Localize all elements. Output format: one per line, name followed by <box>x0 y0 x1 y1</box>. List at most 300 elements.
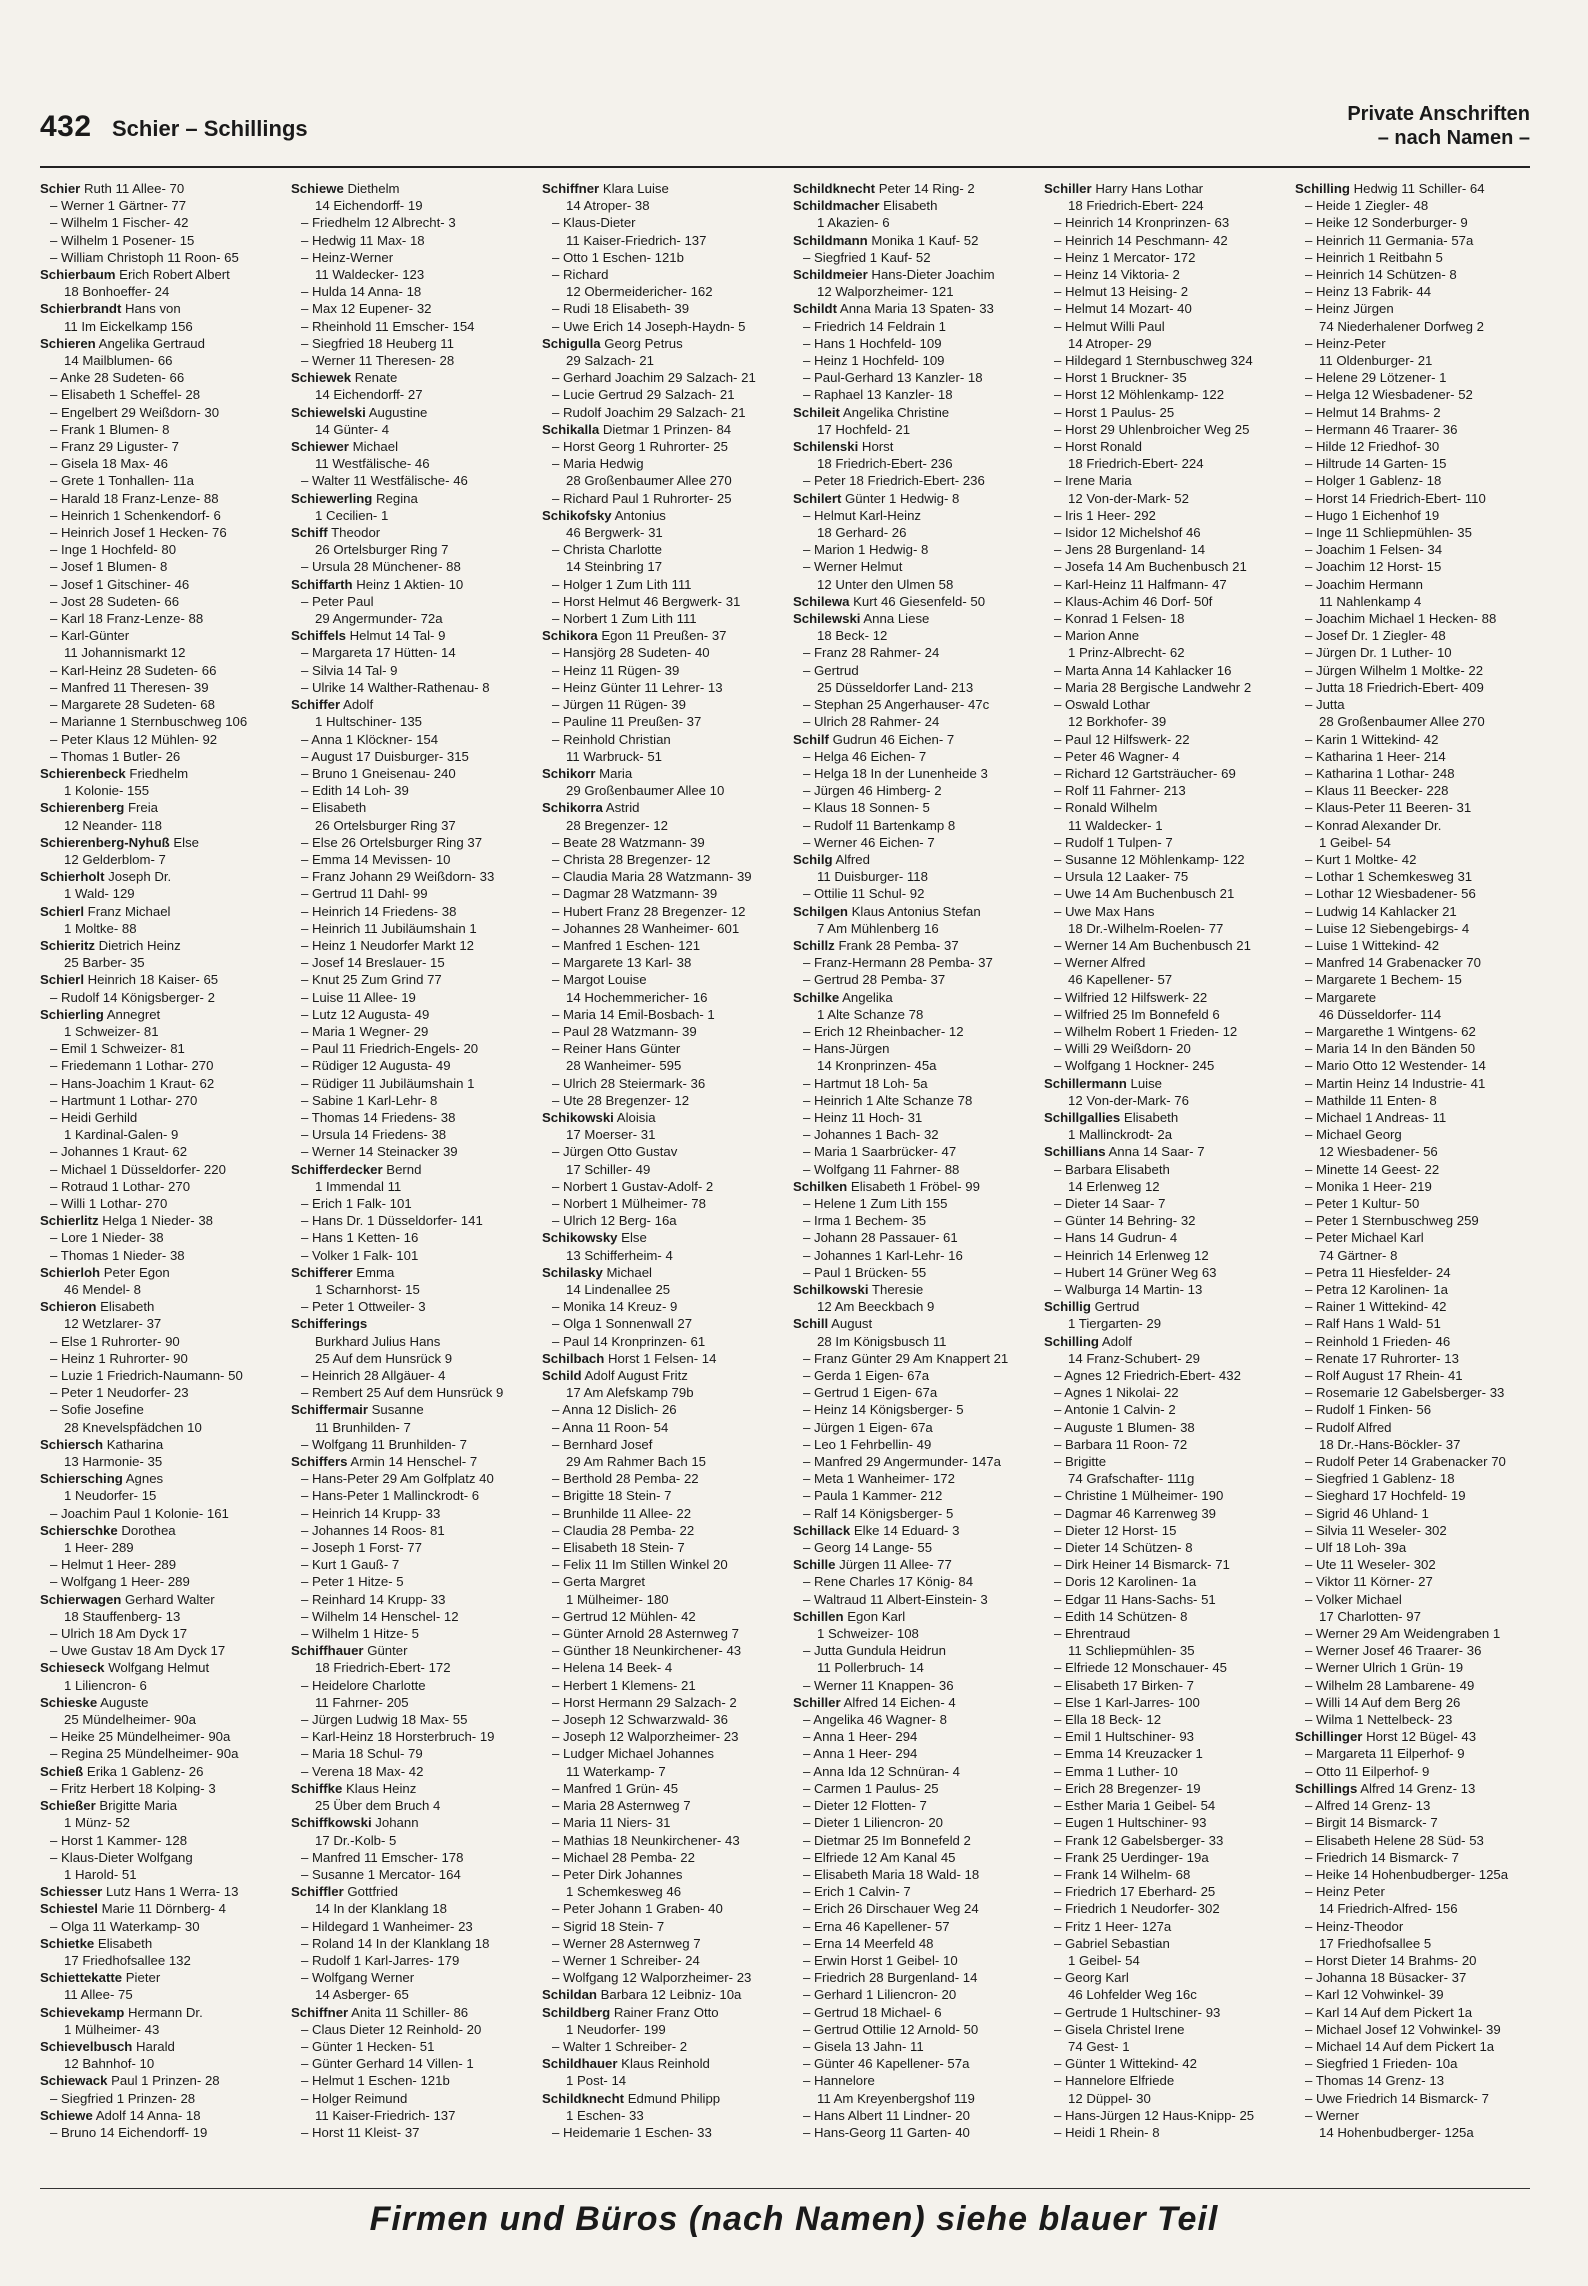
directory-entry <box>793 593 1028 610</box>
entry-surname: Schiffkowski <box>291 1815 372 1831</box>
entry-subentry: – Siegfried 1 Frieden- 10a <box>1305 2056 1458 2072</box>
entry-subentry: – Johannes 1 Bach- 32 <box>803 1127 939 1143</box>
section-title <box>1347 102 1530 150</box>
entry-subentry: – Joachim 1 Felsen- 34 <box>1305 542 1443 558</box>
entry-surname: Schiewek <box>291 370 352 386</box>
entry-subentry: – Hans-Peter 1 Mallinckrodt- 6 <box>301 1488 480 1504</box>
entry-subentry: – Michael 1 Düsseldorfer- 220 <box>50 1161 226 1177</box>
entry-subentry: – Siegfried 1 Prinzen- 28 <box>50 2090 196 2106</box>
entry-continuation: 14 Asberger- 65 <box>315 1987 409 2003</box>
entry-subentry: – Paula 1 Kammer- 212 <box>803 1488 943 1504</box>
entry-subentry: – Horst Dieter 14 Brahms- 20 <box>1305 1952 1477 1968</box>
entry-continuation: 26 Ortelsburger Ring 37 <box>315 817 456 833</box>
entry-details: Lutz Hans 1 Werra- 13 <box>102 1884 239 1900</box>
directory-entry <box>793 989 1028 1006</box>
directory-entry <box>793 1315 1028 1332</box>
entry-subentry: – Rudolf 14 Königsberger- 2 <box>50 989 215 1005</box>
entry-surname: Schillinger <box>1295 1729 1363 1745</box>
entry-subentry: – Lutz 12 Augusta- 49 <box>301 1006 430 1022</box>
entry-details: Horst 12 Bügel- 43 <box>1362 1729 1477 1745</box>
entry-subentry: – Karl-Heinz 18 Horsterbruch- 19 <box>301 1729 495 1745</box>
entry-subentry: – Elisabeth 17 Birken- 7 <box>1054 1677 1195 1693</box>
entry-subentry: – Karl-Heinz 28 Sudeten- 66 <box>50 662 217 678</box>
entry-continuation: 28 Bregenzer- 12 <box>566 817 668 833</box>
entry-surname: Schillgallies <box>1044 1109 1121 1125</box>
entry-details: Else <box>617 1230 647 1246</box>
entry-subentry: – Claudia 28 Pemba- 22 <box>552 1522 695 1538</box>
entry-subentry: – Inge 11 Schliepmühlen- 35 <box>1305 525 1472 541</box>
entry-details: Helmut 14 Tal- 9 <box>345 628 446 644</box>
entry-subentry: – Lore 1 Nieder- 38 <box>50 1230 164 1246</box>
entry-subentry: – Georg 14 Lange- 55 <box>803 1540 933 1556</box>
entry-surname: Schilkowski <box>793 1282 869 1297</box>
entry-subentry: – Willi 14 Auf dem Berg 26 <box>1305 1694 1461 1710</box>
entry-subentry: – Maria 28 Asternweg 7 <box>552 1798 691 1814</box>
entry-surname: Schiffer <box>291 697 341 713</box>
entry-details: Alfred <box>832 851 870 867</box>
entry-details: Anita 11 Schiller- 86 <box>348 2004 469 2020</box>
directory-entry <box>793 731 1028 748</box>
entry-surname: Schierenberg <box>40 800 125 816</box>
entry-subentry: – Else 26 Ortelsburger Ring 37 <box>301 834 483 850</box>
entry-continuation: 14 Mailblumen- 66 <box>64 353 173 369</box>
directory-entry <box>291 696 526 713</box>
entry-surname: Schikowsky <box>542 1230 618 1246</box>
entry-continuation: 7 Am Mühlenberg 16 <box>817 920 939 936</box>
entry-subentry: – Wilfried 12 Hilfswerk- 22 <box>1054 989 1208 1005</box>
entry-subentry: – Friedrich 14 Bismarck- 7 <box>1305 1849 1459 1865</box>
entry-details: Maria <box>595 765 633 781</box>
entry-subentry: – Horst 14 Friedrich-Ebert- 110 <box>1305 490 1486 506</box>
entry-subentry: – Rene Charles 17 König- 84 <box>803 1574 974 1590</box>
entry-continuation: 25 Mündelheimer- 90a <box>64 1712 196 1728</box>
entry-subentry: – Rudolf Peter 14 Grabenacker 70 <box>1305 1454 1506 1470</box>
entry-subentry: – Wolfgang Werner <box>301 1970 415 1986</box>
directory-entry <box>793 851 1028 868</box>
entry-subentry: – Kurt 1 Gauß- 7 <box>301 1557 400 1573</box>
entry-subentry: – Brunhilde 11 Allee- 22 <box>552 1505 692 1521</box>
entry-subentry: – Gertrud 18 Michael- 6 <box>803 2004 942 2020</box>
directory-entry <box>542 1986 777 2003</box>
entry-subentry: – Gertrud 28 Pemba- 37 <box>803 972 946 988</box>
entry-subentry: – Elisabeth <box>301 800 367 816</box>
entry-surname: Schierenberg-Nyhuß <box>40 834 170 850</box>
directory-entry <box>291 438 526 455</box>
footer-rule <box>40 2188 1530 2189</box>
entry-surname: Schierl <box>40 903 84 919</box>
directory-entry <box>291 1780 526 1797</box>
entry-subentry: – Siegfried 1 Kauf- 52 <box>803 249 931 265</box>
entry-subentry: – Gerta Margret <box>552 1574 646 1590</box>
entry-surname: Schier <box>40 181 81 196</box>
entry-subentry: – Werner 1 Gärtner- 77 <box>50 198 187 214</box>
entry-continuation: 46 Kapellener- 57 <box>1068 972 1173 988</box>
entry-subentry: – Rainer 1 Wittekind- 42 <box>1305 1299 1447 1315</box>
directory-column <box>542 180 777 2180</box>
directory-entry <box>291 180 526 197</box>
entry-details: Monika 1 Kauf- 52 <box>867 232 979 248</box>
directory-entry <box>793 438 1028 455</box>
entry-details: Dietrich Heinz <box>94 937 181 953</box>
entry-details: Horst <box>858 439 894 455</box>
entry-surname: Schiesser <box>40 1884 103 1900</box>
entry-continuation: Burkhard Julius Hans <box>315 1333 441 1349</box>
entry-subentry: – Anna 11 Roon- 54 <box>552 1419 669 1435</box>
entry-details: Hermann Dr. <box>124 2004 203 2020</box>
directory-entry <box>40 1264 275 1281</box>
entry-subentry: – Wilhelm 14 Henschel- 12 <box>301 1608 459 1624</box>
entry-subentry: – Hildegard 1 Sternbuschweg 324 <box>1054 353 1253 369</box>
entry-subentry: – Günter Gerhard 14 Villen- 1 <box>301 2056 474 2072</box>
entry-continuation: 46 Düsseldorfer- 114 <box>1319 1006 1442 1022</box>
entry-subentry: – Roland 14 In der Klanklang 18 <box>301 1935 490 1951</box>
entry-continuation: 11 Waldecker- 123 <box>315 267 425 283</box>
directory-entry <box>793 1694 1028 1711</box>
directory-entry <box>793 1556 1028 1573</box>
entry-details: Pieter <box>122 1970 161 1986</box>
entry-subentry: – Friedrich 1 Neudorfer- 302 <box>1054 1901 1220 1917</box>
entry-continuation: 17 Friedhofsallee 132 <box>64 1952 191 1968</box>
entry-subentry: – Isidor 12 Michelshof 46 <box>1054 525 1201 541</box>
entry-subentry: – Monika 1 Heer- 219 <box>1305 1178 1432 1194</box>
directory-column <box>291 180 526 2180</box>
entry-subentry: – Maria 11 Niers- 31 <box>552 1815 671 1831</box>
entry-subentry: – Heinz Jürgen <box>1305 301 1394 317</box>
entry-surname: Schigulla <box>542 335 601 351</box>
entry-subentry: – Heinrich Josef 1 Hecken- 76 <box>50 525 227 541</box>
entry-subentry: – Paul 11 Friedrich-Engels- 20 <box>301 1041 479 1057</box>
entry-details: Michael <box>348 439 399 455</box>
entry-subentry: – Luzie 1 Friedrich-Naumann- 50 <box>50 1368 243 1384</box>
entry-subentry: – Peter 1 Hitze- 5 <box>301 1574 404 1590</box>
entry-subentry: – Sigrid 46 Uhland- 1 <box>1305 1505 1429 1521</box>
entry-surname: Schikalla <box>542 421 600 437</box>
entry-details: Dorothea <box>117 1522 176 1538</box>
directory-entry <box>40 1797 275 1814</box>
entry-details: Anna Maria 13 Spaten- 33 <box>836 301 994 317</box>
entry-continuation: 1 Schweizer- 108 <box>817 1626 919 1642</box>
entry-continuation: 1 Post- 14 <box>566 2073 627 2089</box>
entry-surname: Schildan <box>542 1987 597 2003</box>
entry-surname: Schierwagen <box>40 1591 122 1607</box>
entry-subentry: – Helene 1 Zum Lith 155 <box>803 1195 948 1211</box>
entry-subentry: – Ulrich 18 Am Dyck 17 <box>50 1626 188 1642</box>
entry-continuation: 11 Brunhilden- 7 <box>315 1419 411 1435</box>
entry-details: Elisabeth 1 Fröbel- 99 <box>847 1178 980 1194</box>
entry-subentry: – Werner 11 Knappen- 36 <box>803 1677 954 1693</box>
entry-subentry: – Heinz 11 Hoch- 31 <box>803 1109 923 1125</box>
entry-subentry: – Manfred 14 Grabenacker 70 <box>1305 955 1481 971</box>
entry-details: Hans von <box>121 301 181 317</box>
entry-subentry: – Karl 12 Vohwinkel- 39 <box>1305 1987 1444 2003</box>
entry-subentry: – Otto 11 Eilperhof- 9 <box>1305 1763 1430 1779</box>
entry-subentry: – Manfred 1 Eschen- 121 <box>552 937 701 953</box>
entry-details: Aloisia <box>613 1109 656 1125</box>
entry-subentry: – Marion 1 Hedwig- 8 <box>803 542 929 558</box>
entry-continuation: 1 Immendal 11 <box>315 1178 402 1194</box>
directory-entry <box>542 180 777 197</box>
entry-subentry: – Gertrud <box>803 662 859 678</box>
entry-subentry: – Ulrich 28 Steiermark- 36 <box>552 1075 706 1091</box>
entry-subentry: – Ehrentraud <box>1054 1626 1131 1642</box>
entry-continuation: 46 Mendel- 8 <box>64 1282 141 1297</box>
entry-continuation: 11 Pollerbruch- 14 <box>817 1660 924 1676</box>
directory-entry <box>1295 1728 1530 1745</box>
entry-subentry: – Johannes 14 Roos- 81 <box>301 1522 445 1538</box>
entry-details: Bernd <box>382 1161 422 1177</box>
directory-entry <box>1044 180 1279 197</box>
entry-details: Auguste <box>97 1694 149 1710</box>
entry-subentry: – Sabine 1 Karl-Lehr- 8 <box>301 1092 438 1108</box>
directory-entry <box>40 971 275 988</box>
directory-entry <box>542 765 777 782</box>
entry-subentry: – Ute 28 Bregenzer- 12 <box>552 1092 690 1108</box>
entry-subentry: – Wolfgang 11 Fahrner- 88 <box>803 1161 960 1177</box>
entry-subentry: – Hans Dr. 1 Düsseldorfer- 141 <box>301 1213 483 1229</box>
entry-subentry: – Anna Ida 12 Schnüran- 4 <box>803 1763 960 1779</box>
entry-subentry: – Alfred 14 Grenz- 13 <box>1305 1798 1431 1814</box>
entry-subentry: – Rudolf 11 Bartenkamp 8 <box>803 817 956 833</box>
entry-subentry: – Gabriel Sebastian <box>1054 1935 1170 1951</box>
entry-subentry: – Erich 26 Dirschauer Weg 24 <box>803 1901 979 1917</box>
entry-subentry: – Marianne 1 Sternbuschweg 106 <box>50 714 248 730</box>
entry-subentry: – Lucie Gertrud 29 Salzach- 21 <box>552 387 735 403</box>
entry-surname: Schiettekatte <box>40 1970 123 1986</box>
entry-subentry: – Christa Charlotte <box>552 542 662 558</box>
entry-surname: Schillig <box>1044 1299 1091 1315</box>
entry-subentry: – Iris 1 Heer- 292 <box>1054 507 1156 523</box>
entry-subentry: – Horst Helmut 46 Bergwerk- 31 <box>552 593 741 609</box>
entry-subentry: – Hansjörg 28 Sudeten- 40 <box>552 645 710 661</box>
entry-subentry: – Mathilde 11 Enten- 8 <box>1305 1092 1437 1108</box>
entry-subentry: – Brigitte <box>1054 1454 1107 1470</box>
entry-subentry: – Helmut Karl-Heinz <box>803 507 921 523</box>
entry-subentry: – Carmen 1 Paulus- 25 <box>803 1780 939 1796</box>
entry-subentry: – Agnes 1 Nikolai- 22 <box>1054 1385 1179 1401</box>
entry-subentry: – Heinrich 14 Schützen- 8 <box>1305 267 1457 283</box>
entry-surname: Schill <box>793 1316 829 1332</box>
entry-subentry: – Ulrich 28 Rahmer- 24 <box>803 714 940 730</box>
entry-subentry: – Manfred 11 Theresen- 39 <box>50 679 209 695</box>
entry-details: Gottfried <box>343 1884 399 1900</box>
entry-subentry: – Uwe Erich 14 Joseph-Haydn- 5 <box>552 318 746 334</box>
entry-subentry: – Erich 1 Falk- 101 <box>301 1195 412 1211</box>
entry-details: Jürgen 11 Allee- 77 <box>835 1557 952 1573</box>
entry-subentry: – Dieter 1 Liliencron- 20 <box>803 1815 944 1831</box>
entry-subentry: – Erich 28 Bregenzer- 19 <box>1054 1780 1201 1796</box>
entry-details: Gertrud <box>1090 1299 1140 1315</box>
entry-subentry: – Heinrich 14 Erlenweg 12 <box>1054 1247 1209 1263</box>
entry-subentry: – Heinrich 1 Reitbahn 5 <box>1305 249 1443 265</box>
directory-entry <box>40 903 275 920</box>
entry-surname: Schiffermair <box>291 1402 368 1418</box>
entry-continuation: 12 Von-der-Mark- 76 <box>1068 1092 1189 1108</box>
entry-details: Hedwig 11 Schiller- 64 <box>1349 181 1485 196</box>
entry-surname: Schieritz <box>40 937 95 953</box>
entry-continuation: 1 Moltke- 88 <box>64 920 137 936</box>
entry-subentry: – Hildegard 1 Wanheimer- 23 <box>301 1918 473 1934</box>
entry-subentry: – Klaus-Peter 11 Beeren- 31 <box>1305 800 1472 816</box>
entry-subentry: – Walburga 14 Martin- 13 <box>1054 1282 1203 1297</box>
entry-continuation: 12 Am Beeckbach 9 <box>817 1299 935 1315</box>
entry-subentry: – Margarete 28 Sudeten- 68 <box>50 697 215 713</box>
entry-subentry: – Pauline 11 Preußen- 37 <box>552 714 702 730</box>
entry-subentry: – Heinrich 11 Germania- 57a <box>1305 232 1474 248</box>
entry-surname: Schierbaum <box>40 267 116 283</box>
entry-surname: Schiersching <box>40 1471 123 1487</box>
entry-subentry: – Franz-Hermann 28 Pemba- 37 <box>803 955 993 971</box>
entry-subentry: – Michael Georg <box>1305 1127 1402 1143</box>
entry-continuation: 1 Harold- 51 <box>64 1866 137 1882</box>
directory-entry <box>542 799 777 816</box>
entry-subentry: – Horst 11 Kleist- 37 <box>301 2124 420 2140</box>
entry-subentry: – Petra 12 Karolinen- 1a <box>1305 1282 1448 1297</box>
entry-subentry: – Gertrude 1 Hultschiner- 93 <box>1054 2004 1221 2020</box>
entry-subentry: – Werner 29 Am Weidengraben 1 <box>1305 1626 1501 1642</box>
entry-subentry: – Thomas 14 Grenz- 13 <box>1305 2073 1445 2089</box>
directory-entry <box>291 1401 526 1418</box>
entry-surname: Schierenbeck <box>40 765 126 781</box>
entry-subentry: – Leo 1 Fehrbellin- 49 <box>803 1436 932 1452</box>
entry-subentry: – Wilhelm 1 Posener- 15 <box>50 232 195 248</box>
entry-subentry: – Werner 11 Theresen- 28 <box>301 353 455 369</box>
entry-subentry: – Gerda 1 Eigen- 67a <box>803 1368 930 1384</box>
entry-subentry: – Josef 1 Gitschiner- 46 <box>50 576 190 592</box>
entry-details: Johann <box>371 1815 419 1831</box>
entry-details: Wolfgang Helmut <box>104 1660 210 1676</box>
entry-continuation: 1 Geibel- 54 <box>1319 834 1391 850</box>
entry-subentry: – Werner <box>1305 2107 1359 2123</box>
entry-continuation: 1 Mülheimer- 43 <box>64 2021 160 2037</box>
entry-details: Rainer Franz Otto <box>610 2004 719 2020</box>
entry-subentry: – Heinrich 11 Jubiläumshain 1 <box>301 920 477 936</box>
directory-entry <box>291 1315 526 1332</box>
directory-entry <box>542 1367 777 1384</box>
entry-continuation: 11 Waldecker- 1 <box>1068 817 1163 833</box>
entry-continuation: 25 Auf dem Hunsrück 9 <box>315 1350 453 1366</box>
directory-entry <box>793 404 1028 421</box>
entry-details: Marie 11 Dörnberg- 4 <box>97 1901 226 1917</box>
directory-entry <box>40 1522 275 1539</box>
entry-details: Antonius <box>611 507 666 523</box>
entry-subentry: – Wilhelm 1 Fischer- 42 <box>50 215 189 231</box>
directory-entry <box>542 1264 777 1281</box>
page-number: 432 <box>40 110 92 143</box>
entry-details: Susanne <box>367 1402 424 1418</box>
entry-subentry: – Heinz 11 Rügen- 39 <box>552 662 680 678</box>
entry-subentry: – Horst 1 Bruckner- 35 <box>1054 370 1187 386</box>
entry-details: Alfred 14 Grenz- 13 <box>1357 1780 1476 1796</box>
entry-subentry: – Werner 46 Eichen- 7 <box>803 834 935 850</box>
entry-details: Klaus Heinz <box>342 1780 417 1796</box>
entry-continuation: 28 Großenbaumer Allee 270 <box>1319 714 1485 730</box>
entry-details: Angelika <box>839 989 893 1005</box>
entry-details: Georg Petrus <box>600 335 683 351</box>
entry-continuation: 46 Bergwerk- 31 <box>566 525 663 541</box>
directory-entry <box>793 266 1028 283</box>
directory-entry <box>793 180 1028 197</box>
entry-subentry: – Heike 14 Hohenbudberger- 125a <box>1305 1866 1509 1882</box>
directory-entry <box>542 335 777 352</box>
entry-subentry: – Johanna 18 Büsacker- 37 <box>1305 1970 1467 1986</box>
entry-subentry: – Kurt 1 Moltke- 42 <box>1305 851 1417 867</box>
entry-surname: Schiestel <box>40 1901 98 1917</box>
entry-subentry: – Peter 1 Ottweiler- 3 <box>301 1299 426 1315</box>
entry-subentry: – Paul 14 Kronprinzen- 61 <box>552 1333 706 1349</box>
directory-entry <box>40 1883 275 1900</box>
entry-subentry: – Birgit 14 Bismarck- 7 <box>1305 1815 1438 1831</box>
entry-subentry: – Heinz-Peter <box>1305 335 1386 351</box>
entry-surname: Schieske <box>40 1694 98 1710</box>
entry-subentry: – Holger 1 Gablenz- 18 <box>1305 473 1442 489</box>
entry-subentry: – Manfred 11 Emscher- 178 <box>301 1849 464 1865</box>
directory-entry <box>40 2072 275 2089</box>
entry-subentry: – Susanne 1 Mercator- 164 <box>301 1866 461 1882</box>
entry-surname: Schiewerling <box>291 490 373 506</box>
entry-details: Erika 1 Gablenz- 26 <box>83 1763 204 1779</box>
directory-entry <box>291 576 526 593</box>
entry-subentry: – Joachim Michael 1 Hecken- 88 <box>1305 611 1497 627</box>
entry-subentry: – Harald 18 Franz-Lenze- 88 <box>50 490 219 506</box>
entry-details: Emma <box>352 1264 395 1280</box>
entry-details: Agnes <box>122 1471 164 1487</box>
entry-subentry: – Lothar 1 Schemkesweg 31 <box>1305 869 1473 885</box>
entry-subentry: – Horst Georg 1 Ruhrorter- 25 <box>552 439 728 455</box>
directory-entry <box>40 300 275 317</box>
directory-entry <box>40 834 275 851</box>
entry-details: Heinz 1 Aktien- 10 <box>352 576 464 592</box>
entry-surname: Schildknecht <box>793 181 876 196</box>
entry-subentry: – Jürgen 46 Himberg- 2 <box>803 783 942 799</box>
entry-subentry: – Erwin Horst 1 Geibel- 10 <box>803 1952 958 1968</box>
entry-subentry: – Ludwig 14 Kahlacker 21 <box>1305 903 1457 919</box>
entry-continuation: 13 Schifferheim- 4 <box>566 1247 673 1263</box>
header-rule <box>40 166 1530 168</box>
entry-continuation: 11 Nahlenkamp 4 <box>1319 593 1422 609</box>
entry-subentry: – Bernhard Josef <box>552 1436 653 1452</box>
entry-subentry: – Heinrich 14 Kronprinzen- 63 <box>1054 215 1230 231</box>
entry-surname: Schierschke <box>40 1522 118 1538</box>
entry-subentry: – Helga 18 In der Lunenheide 3 <box>803 765 988 781</box>
entry-subentry: – Dirk Heiner 14 Bismarck- 71 <box>1054 1557 1230 1573</box>
entry-subentry: – Heinrich 14 Krupp- 33 <box>301 1505 441 1521</box>
directory-entry <box>542 1350 777 1367</box>
entry-subentry: – Susanne 12 Möhlenkamp- 122 <box>1054 851 1245 867</box>
entry-details: Gerhard Walter <box>121 1591 215 1607</box>
entry-subentry: – Bruno 1 Gneisenau- 240 <box>301 765 456 781</box>
entry-subentry: – Helmut 14 Brahms- 2 <box>1305 404 1441 420</box>
entry-continuation: 28 Wanheimer- 595 <box>566 1058 682 1074</box>
entry-continuation: 14 Günter- 4 <box>315 421 390 437</box>
entry-subentry: – Reinhold Christian <box>552 731 671 747</box>
directory-entry <box>291 627 526 644</box>
entry-subentry: – Rosemarie 12 Gabelsberger- 33 <box>1305 1385 1505 1401</box>
entry-subentry: – Reinhold 1 Frieden- 46 <box>1305 1333 1451 1349</box>
entry-subentry: – Jens 28 Burgenland- 14 <box>1054 542 1206 558</box>
entry-subentry: – Frank 12 Gabelsberger- 33 <box>1054 1832 1224 1848</box>
directory-entry <box>40 1969 275 1986</box>
entry-subentry: – Hans-Joachim 1 Kraut- 62 <box>50 1075 215 1091</box>
entry-continuation: 18 Beck- 12 <box>817 628 888 644</box>
directory-entry <box>40 1763 275 1780</box>
entry-subentry: – Rudolf 1 Finken- 56 <box>1305 1402 1432 1418</box>
entry-subentry: – Christa 28 Bregenzer- 12 <box>552 851 711 867</box>
entry-subentry: – Rudolf 1 Karl-Jarres- 179 <box>301 1952 460 1968</box>
entry-subentry: – Heinz 14 Viktoria- 2 <box>1054 267 1180 283</box>
entry-subentry: – Uwe Max Hans <box>1054 903 1155 919</box>
entry-subentry: – Jutta 18 Friedrich-Ebert- 409 <box>1305 679 1484 695</box>
entry-details: Theresie <box>868 1282 924 1297</box>
